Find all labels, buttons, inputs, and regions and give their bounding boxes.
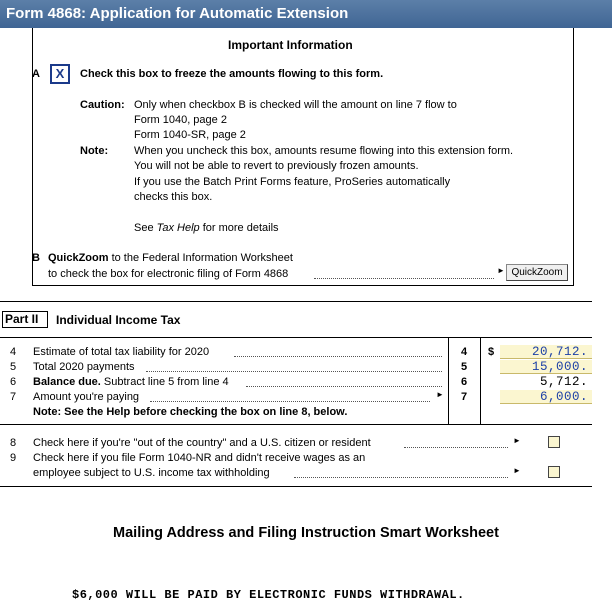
line-9-label-1: Check here if you file Form 1040-NR and didn't receive wages as an — [33, 452, 366, 464]
line-4-label: Estimate of total tax liability for 2020 — [33, 346, 210, 358]
line-6-number: 6 — [10, 376, 17, 388]
divider — [0, 301, 592, 302]
dot-leader — [234, 356, 442, 357]
dollar-sign: $ — [488, 346, 495, 358]
column-divider — [480, 337, 481, 424]
line-4-number: 4 — [10, 346, 17, 358]
freeze-amounts-checkbox[interactable]: X — [50, 64, 70, 84]
line-8-note: Note: See the Help before checking the box on line 8, below. — [33, 406, 348, 418]
dot-leader — [150, 401, 430, 402]
line-b-text-1: to the Federal Information Worksheet — [108, 252, 293, 264]
part-ii-label: Part II — [2, 311, 48, 328]
note-text-2: You will not be able to revert to previously frozen amounts. — [134, 160, 419, 172]
caution-text-3: Form 1040-SR, page 2 — [134, 129, 246, 141]
arrow-right-icon: ► — [497, 266, 505, 275]
line-8-number: 8 — [10, 437, 17, 449]
note-label: Note: — [80, 145, 109, 157]
divider — [0, 337, 592, 338]
line-7-number: 7 — [10, 391, 17, 403]
arrow-right-icon: ► — [436, 390, 444, 399]
arrow-right-icon: ► — [513, 466, 521, 475]
note-text-1: When you uncheck this box, amounts resume flowing into this extension form. — [134, 145, 514, 157]
caution-text-2: Form 1040, page 2 — [134, 114, 227, 126]
line-b-text-2: to check the box for electronic filing of Form 4868 — [48, 268, 289, 280]
dot-leader — [294, 477, 508, 478]
caution-label: Caution: — [80, 99, 125, 111]
line-6-label-text: Subtract line 5 from line 4 — [100, 376, 229, 388]
dot-leader — [314, 278, 494, 279]
part-ii-title: Individual Income Tax — [56, 313, 181, 327]
dot-leader — [146, 371, 442, 372]
quickzoom-button[interactable]: QuickZoom — [506, 264, 568, 281]
note-text-3: If you use the Batch Print Forms feature, ProSeries automatically — [134, 176, 451, 188]
line-5-amount-field[interactable]: 15,000. — [500, 360, 592, 374]
form-1040nr-checkbox[interactable] — [548, 466, 560, 478]
line-4-amount-field[interactable]: 20,712. — [500, 345, 592, 359]
line-6-amount: 5,712. — [500, 375, 592, 389]
important-info-heading: Important Information — [228, 38, 353, 52]
caution-text-1: Only when checkbox B is checked will the amount on line 7 flow to — [134, 99, 457, 111]
line-6-label — [33, 376, 229, 388]
divider — [0, 424, 592, 425]
line-6-label-bold: Balance due. — [33, 376, 101, 388]
line-b-text — [48, 252, 293, 264]
freeze-amounts-label: Check this box to freeze the amounts flowing to this form. — [80, 68, 384, 80]
line-a-letter: A — [32, 68, 40, 80]
line-9-label-2: employee subject to U.S. income tax withholding — [33, 467, 270, 479]
dot-leader — [404, 447, 508, 448]
line-5-label: Total 2020 payments — [33, 361, 135, 373]
see-prefix: See — [134, 222, 157, 234]
arrow-right-icon: ► — [513, 436, 521, 445]
divider — [0, 486, 592, 487]
line-4-box: 4 — [461, 346, 468, 358]
line-5-box: 5 — [461, 361, 468, 373]
line-7-box: 7 — [461, 391, 468, 403]
see-tax-help — [134, 222, 279, 234]
column-divider — [448, 337, 449, 424]
line-5-number: 5 — [10, 361, 17, 373]
payment-method-text: $6,000 WILL BE PAID BY ELECTRONIC FUNDS WITHDRAWAL. — [72, 588, 465, 602]
line-b-quickzoom-word: QuickZoom — [48, 252, 109, 264]
line-b-letter: B — [32, 252, 40, 264]
line-8-label: Check here if you're "out of the country" and a U.S. citizen or resident — [33, 437, 371, 449]
note-text-4: checks this box. — [134, 191, 213, 203]
line-7-amount-field[interactable]: 6,000. — [500, 390, 592, 404]
out-of-country-checkbox[interactable] — [548, 436, 560, 448]
see-suffix: for more details — [199, 222, 279, 234]
smart-worksheet-title: Mailing Address and Filing Instruction Smart Worksheet — [113, 525, 499, 541]
line-9-number: 9 — [10, 452, 17, 464]
dot-leader — [246, 386, 442, 387]
line-6-box: 6 — [461, 376, 468, 388]
important-information-box — [32, 28, 574, 286]
tax-help-link[interactable]: Tax Help — [156, 222, 200, 234]
line-7-label: Amount you're paying — [33, 391, 140, 403]
window-title: Form 4868: Application for Automatic Extension — [0, 0, 612, 28]
